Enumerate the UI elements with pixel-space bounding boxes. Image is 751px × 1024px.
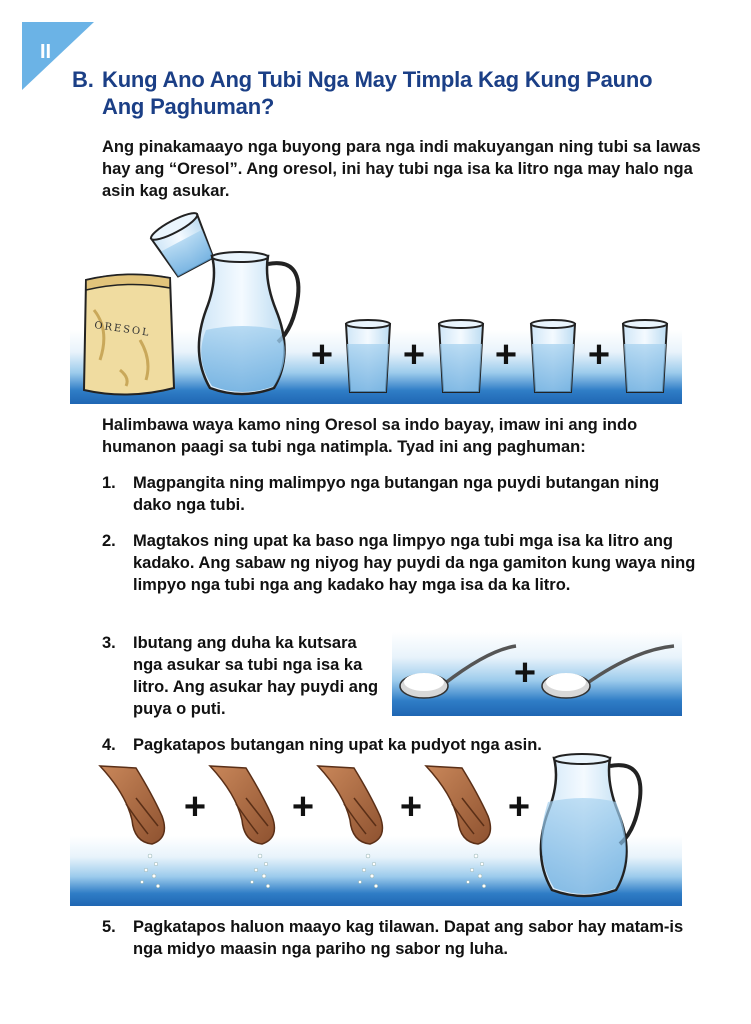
water-glass-icon	[436, 318, 486, 396]
pitcher-icon	[532, 752, 652, 902]
step-number: 1.	[102, 474, 116, 492]
step-item	[102, 530, 702, 596]
step-text: Magpangita ning malimpyo nga butangan nga puydi butangan ning dako nga tubi.	[133, 474, 660, 514]
plus-sign: +	[291, 786, 315, 828]
step-number: 5.	[102, 918, 116, 936]
plus-sign: +	[494, 334, 518, 376]
chapter-marker: II	[40, 41, 52, 63]
step-text: Ibutang ang duha ka kutsara nga asukar sa tubi nga isa ka litro. Ang asukar hay puydi ang puya o puti.	[133, 634, 379, 718]
plus-sign: +	[513, 652, 537, 694]
step-number: 2.	[102, 532, 116, 550]
step-text: Pagkatapos haluon maayo kag tilawan. Dapat ang sabor hay matam-is nga midyo maasin nga pariho ng sabor ng luha.	[133, 918, 684, 958]
hand-pinch-salt-icon	[314, 764, 396, 894]
spoon-sugar-icon	[398, 640, 518, 704]
plus-sign: +	[507, 786, 531, 828]
step-text: Pagkatapos butangan ning upat ka pudyot nga asin.	[133, 736, 542, 754]
plus-sign: +	[402, 334, 426, 376]
water-glass-icon	[528, 318, 578, 396]
oresol-packet-label: ORESOL	[93, 320, 152, 339]
step-item	[102, 916, 702, 960]
plus-sign: +	[183, 786, 207, 828]
step-number: 3.	[102, 634, 116, 652]
hand-pinch-salt-icon	[422, 764, 504, 894]
hand-pinch-salt-icon	[96, 764, 178, 894]
section-title	[72, 66, 692, 120]
plus-sign: +	[399, 786, 423, 828]
oresol-packet-icon	[80, 270, 176, 400]
step-item	[102, 632, 390, 720]
section-title-text: Kung Ano Ang Tubi Nga May Timpla Kag Kung Pauno Ang Paghuman?	[102, 67, 653, 119]
section-letter: B.	[72, 67, 94, 92]
hand-pinch-salt-icon	[206, 764, 288, 894]
pitcher-icon	[190, 250, 310, 400]
instructions-intro: Halimbawa waya kamo ning Oresol sa indo bayay, imaw ini ang indo humanon paagi sa tubi nga natimpla. Tyad ini ang paghuman:	[102, 416, 638, 456]
step-number: 4.	[102, 736, 116, 754]
water-glass-icon	[343, 318, 393, 396]
intro-paragraph: Ang pinakamaayo nga buyong para nga indi makuyangan ning tubi sa lawas hay ang “Oresol”. Ang oresol, ini hay tubi nga isa ka litro nga may halo nga asin kag asukar.	[102, 138, 701, 200]
plus-sign: +	[310, 334, 334, 376]
plus-sign: +	[587, 334, 611, 376]
spoon-sugar-icon	[538, 640, 678, 704]
step-item	[102, 472, 702, 516]
water-glass-icon	[620, 318, 670, 396]
step-text: Magtakos ning upat ka baso nga limpyo nga tubi mga isa ka litro ang kadako. Ang sabaw ng niyog hay puydi da nga gamiton kung waya ning limpyo nga tubi nga ang kadako hay mga isa da ka litro.	[133, 532, 696, 594]
